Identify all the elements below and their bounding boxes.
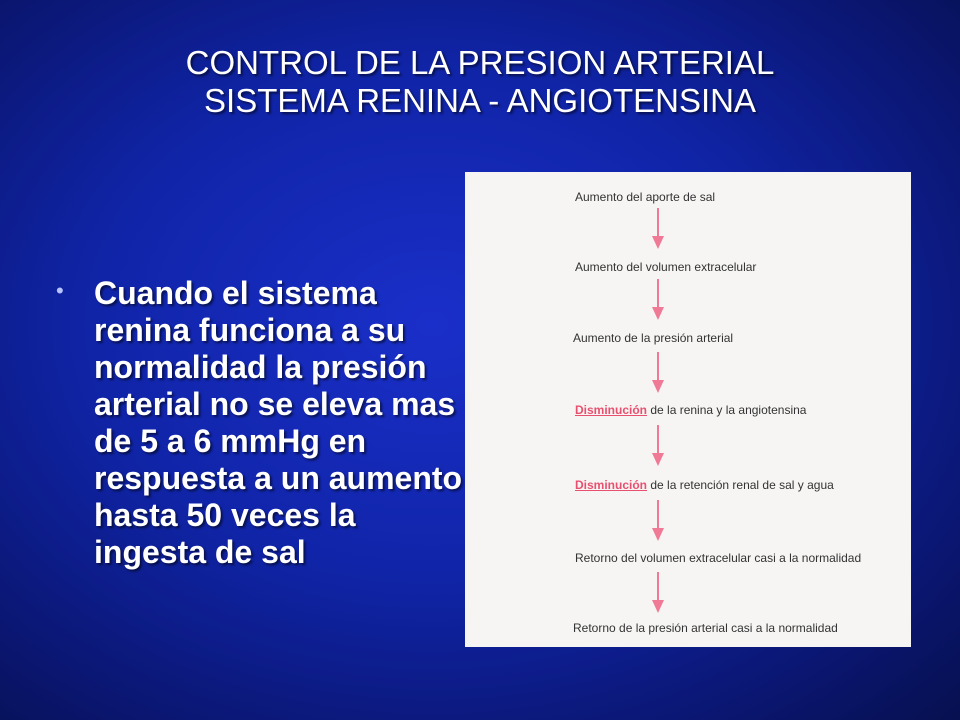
flow-step-2 xyxy=(575,260,756,274)
down-arrow-icon xyxy=(651,208,665,250)
flow-step-6-text: Retorno del volumen extracelular casi a la normalidad xyxy=(575,551,862,565)
flow-step-1 xyxy=(575,190,715,204)
flow-step-2-text: Aumento del volumen extracelular xyxy=(575,260,757,274)
flow-step-7 xyxy=(573,621,838,635)
flow-step-5 xyxy=(575,478,834,492)
down-arrow-icon xyxy=(651,500,665,542)
bullet-marker: • xyxy=(56,278,64,303)
flow-step-5-highlight: Disminución xyxy=(575,478,648,492)
down-arrow-icon xyxy=(651,572,665,614)
flow-step-5-text: de la retención renal de sal y agua xyxy=(647,478,834,492)
flow-step-6 xyxy=(575,551,861,565)
down-arrow-icon xyxy=(651,425,665,467)
flow-step-7-text: Retorno de la presión arterial casi a la normalidad xyxy=(573,621,838,635)
bullet-text: Cuando el sistema renina funciona a su normalidad la presión arterial no se eleva mas de 5 a 6 mmHg en respuesta a un aumento hasta 50 veces la ingesta de sal xyxy=(94,275,463,570)
flow-step-1-text: Aumento del aporte de sal xyxy=(575,190,716,204)
down-arrow-icon xyxy=(651,352,665,394)
title-line-1: CONTROL DE LA PRESION ARTERIAL xyxy=(185,44,775,81)
flow-step-3 xyxy=(573,331,733,345)
flow-step-4-text: de la renina y la angiotensina xyxy=(647,403,807,417)
flow-step-4 xyxy=(575,403,806,417)
title-line-2: SISTEMA RENINA - ANGIOTENSINA xyxy=(204,82,756,119)
down-arrow-icon xyxy=(651,279,665,321)
flow-step-3-text: Aumento de la presión arterial xyxy=(573,331,734,345)
flow-diagram xyxy=(465,172,911,647)
flow-step-4-highlight: Disminución xyxy=(575,403,648,417)
slide-title xyxy=(0,44,960,120)
